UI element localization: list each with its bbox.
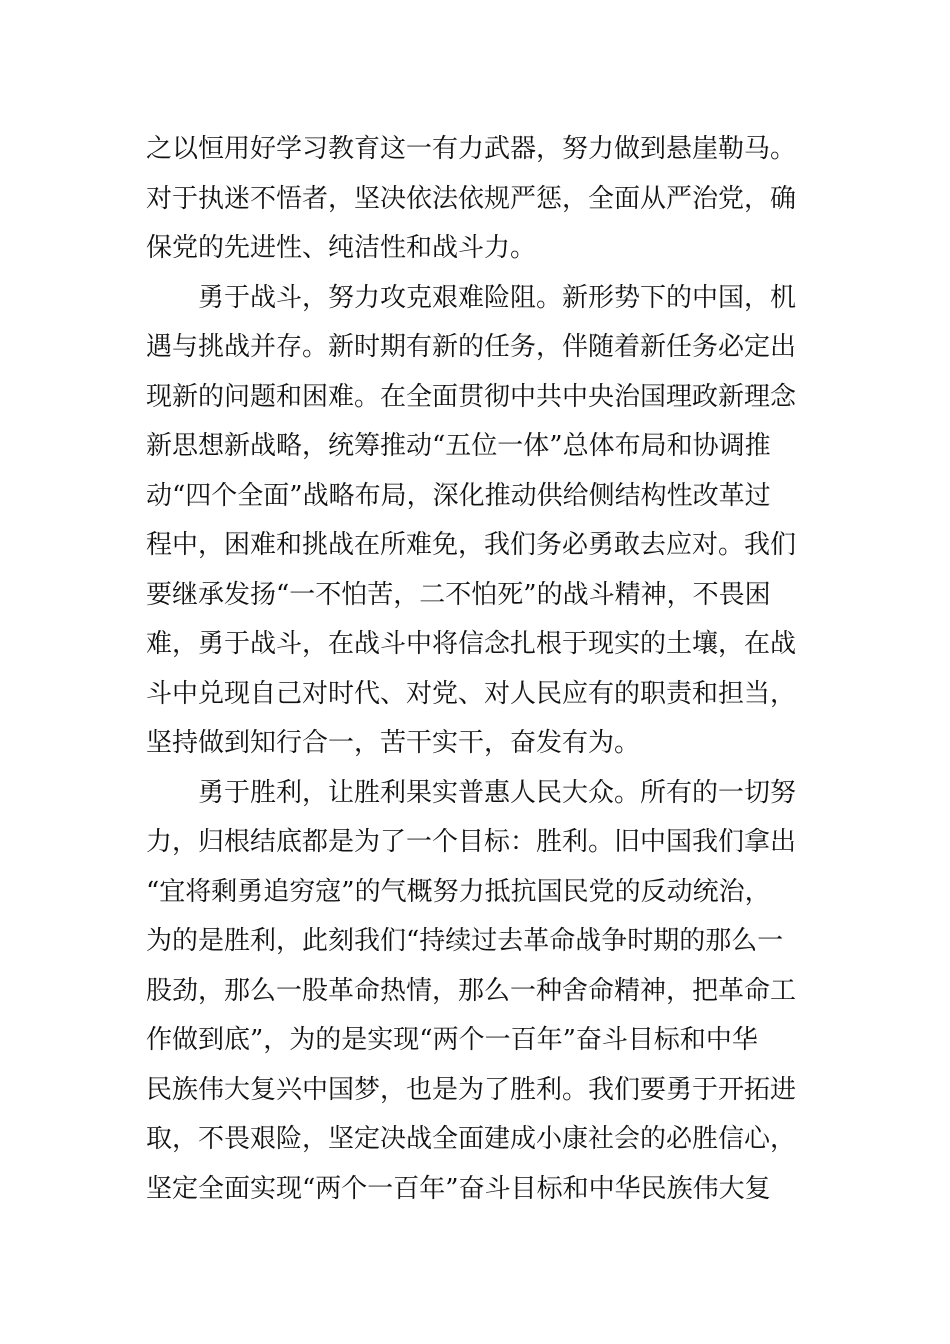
- text-line: 动“四个全面”战略布局，深化推动供给侧结构性改革过: [146, 480, 771, 511]
- text-line: 取，不畏艰险，坚定决战全面建成小康社会的必胜信心，: [146, 1124, 797, 1154]
- text-line: 对于执迷不悟者，坚决依法依规严惩，全面从严治党，确: [146, 183, 797, 214]
- text-line: 勇于胜利，让胜利果实普惠人民大众。所有的一切努: [198, 777, 797, 808]
- text-line: 坚持做到知行合一，苦干实干，奋发有为。: [146, 728, 641, 758]
- body-text: [146, 125, 810, 1214]
- paragraph-continuation: [146, 125, 810, 274]
- text-line: 作做到底”，为的是实现“两个一百年”奋斗目标和中华: [146, 1025, 758, 1055]
- paragraph-courage-to-fight: [146, 274, 810, 769]
- text-line: 现新的问题和困难。在全面贯彻中共中央治国理政新理念: [146, 381, 797, 412]
- text-line: 股劲，那么一股革命热情，那么一种舍命精神，把革命工: [146, 975, 797, 1006]
- text-line: 程中，困难和挑战在所难免，我们务必勇敢去应对。我们: [146, 530, 797, 560]
- paragraph-courage-to-win: [146, 769, 810, 1215]
- text-line: 力，归根结底都是为了一个目标：胜利。旧中国我们拿出: [146, 827, 797, 857]
- text-line: 之以恒用好学习教育这一有力武器，努力做到悬崖勒马。: [146, 134, 797, 164]
- text-line: “宜将剩勇追穷寇”的气概努力抵抗国民党的反动统治，: [146, 876, 771, 907]
- text-line: 为的是胜利，此刻我们“持续过去革命战争时期的那么一: [146, 926, 784, 956]
- text-line: 遇与挑战并存。新时期有新的任务，伴随着新任务必定出: [146, 332, 797, 362]
- text-line: 难，勇于战斗，在战斗中将信念扎根于现实的土壤，在战: [146, 629, 797, 659]
- text-line: 新思想新战略，统筹推动“五位一体”总体布局和协调推: [146, 431, 771, 461]
- text-line: 民族伟大复兴中国梦，也是为了胜利。我们要勇于开拓进: [146, 1074, 797, 1105]
- text-line: 坚定全面实现“两个一百年”奋斗目标和中华民族伟大复: [146, 1173, 771, 1204]
- text-line: 要继承发扬“一不怕苦，二不怕死”的战斗精神，不畏困: [146, 579, 771, 610]
- text-line: 勇于战斗，努力攻克艰难险阻。新形势下的中国，机: [198, 282, 797, 313]
- text-line: 斗中兑现自己对时代、对党、对人民应有的职责和担当，: [146, 678, 797, 709]
- text-line: 保党的先进性、纯洁性和战斗力。: [146, 233, 537, 263]
